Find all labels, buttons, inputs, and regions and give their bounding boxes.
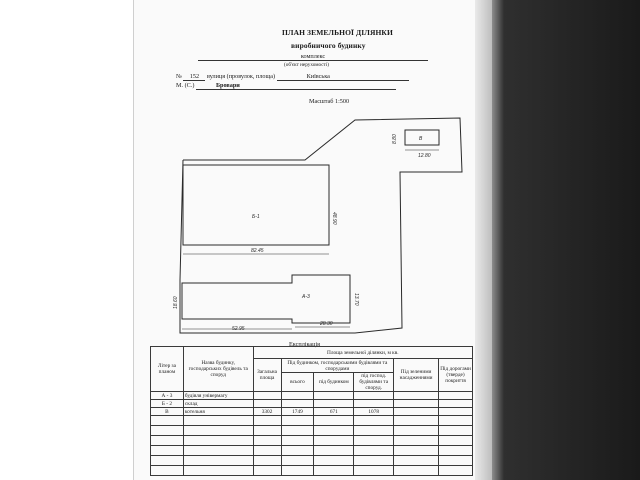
dimension-label: 52.95 [232, 326, 245, 332]
cell-all [281, 392, 314, 400]
cell-all: 1749 [281, 408, 314, 416]
header-total: Загальна площа [253, 359, 281, 392]
cell-total [253, 400, 281, 408]
dimension-label: 8.80 [392, 134, 398, 144]
table-row-empty [151, 416, 473, 426]
document-title: ПЛАН ЗЕМЕЛЬНОЇ ДІЛЯНКИ [282, 28, 393, 37]
building-b1 [183, 165, 329, 245]
object-type-caption: (об'єкт нерухомості) [284, 62, 329, 68]
header-roads: Під дорогами (тверде) покриття [439, 359, 473, 392]
table-row-empty [151, 456, 473, 466]
dimension-label: 12.80 [418, 153, 431, 159]
cell-house: 671 [314, 408, 354, 416]
cell-roads [439, 408, 473, 416]
cell-total: 3302 [253, 408, 281, 416]
address-city: Бровари [196, 82, 396, 90]
table-row-empty [151, 426, 473, 436]
cell-total [253, 392, 281, 400]
cell-name: склад [183, 400, 253, 408]
cell-green [394, 400, 439, 408]
cell-out [354, 400, 394, 408]
table-row [151, 408, 473, 416]
address-street-label: вулиця (провулок, площа) [207, 73, 276, 80]
cell-liter: А - 3 [151, 392, 184, 400]
cell-house [314, 400, 354, 408]
cell-name: котельня [183, 408, 253, 416]
explication-caption: Експлікація [289, 341, 321, 348]
building-label-v: В [419, 136, 423, 142]
header-under-buildings: Під будинком, господарськими будівлями та спорудами [281, 359, 394, 373]
header-liter: Літер за планом [151, 347, 184, 392]
cell-green [394, 408, 439, 416]
cell-house [314, 392, 354, 400]
cell-roads [439, 392, 473, 400]
dimension-label: 28.30 [320, 321, 333, 327]
cell-liter: В [151, 408, 184, 416]
dimension-label: 13.70 [353, 293, 359, 306]
dimension-label: 82.45 [251, 248, 264, 254]
explication-table [150, 346, 473, 476]
document-subtitle: виробничого будинку [291, 41, 366, 50]
header-under-house: під будинком [314, 373, 354, 392]
address-city-label: М. (С.) [176, 82, 195, 89]
cell-green [394, 392, 439, 400]
table-row [151, 400, 473, 408]
dimension-label: 18.60 [173, 296, 179, 309]
header-under-outbuildings: під господ. будівлями та споруд. [354, 373, 394, 392]
building-label-a3: А-3 [302, 294, 310, 300]
address-number-label: № [176, 73, 182, 80]
dimension-label: 48.90 [331, 212, 337, 225]
cell-roads [439, 400, 473, 408]
cell-liter: Б - 2 [151, 400, 184, 408]
table-row [151, 392, 473, 400]
object-type-value: комплекс [300, 53, 326, 60]
table-row-empty [151, 466, 473, 476]
header-area-group: Площа земельної ділянки, м кв. [253, 347, 472, 359]
header-all: всього [281, 373, 314, 392]
table-row-empty [151, 436, 473, 446]
cell-out [354, 392, 394, 400]
building-label-b1: Б-1 [252, 214, 260, 220]
header-green: Під зеленими насадженнями [394, 359, 439, 392]
cell-out: 1078 [354, 408, 394, 416]
address-street: Київська [277, 73, 409, 81]
header-name: Назва будинку, господарських будівель та споруд [183, 347, 253, 392]
table-row-empty [151, 446, 473, 456]
address-number: 152 [183, 73, 205, 81]
cell-name: будівля універмагу [183, 392, 253, 400]
cell-all [281, 400, 314, 408]
scale-label: Масштаб 1:500 [309, 98, 350, 105]
building-a3 [182, 275, 350, 323]
